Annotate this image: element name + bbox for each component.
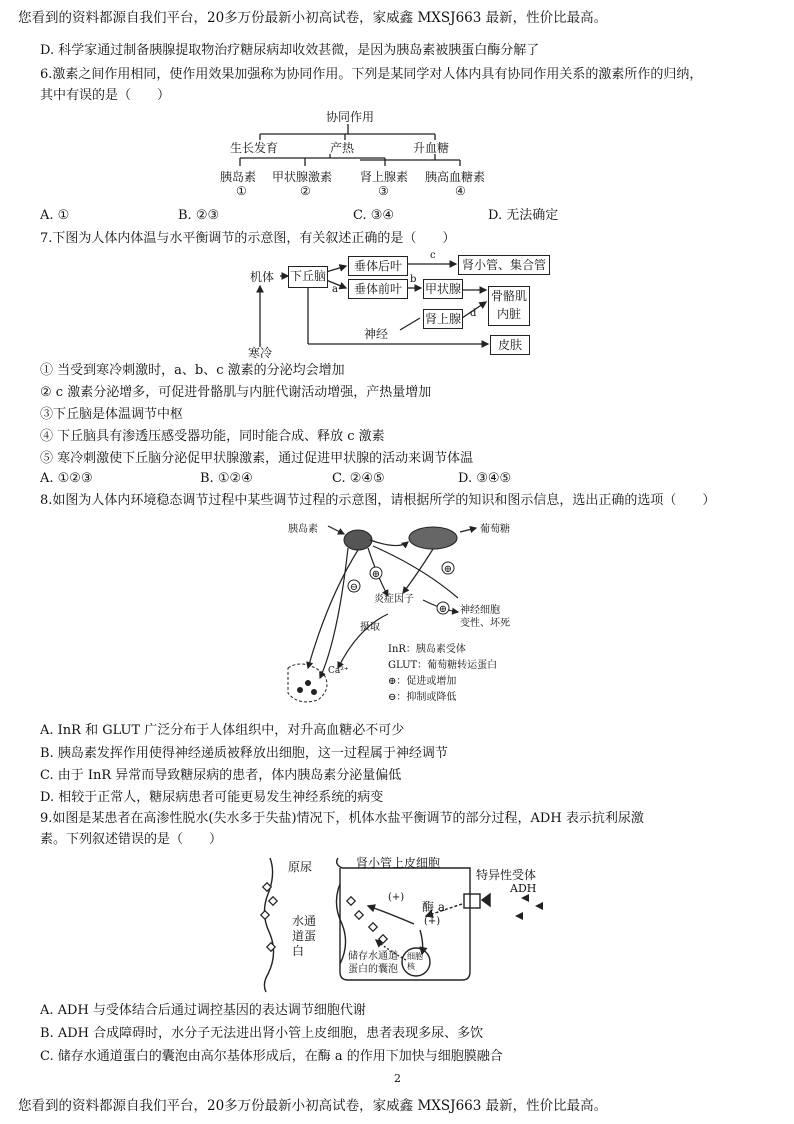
q7-label-a: a	[332, 284, 338, 295]
q9-vesicle: 储存水通道 蛋白的囊泡	[348, 951, 398, 975]
q7-statement-5: ⑤ 寒冷刺激使下丘脑分泌促甲状腺激素，通过促进甲状腺的活动来调节体温	[40, 451, 474, 466]
q9-plus-2: (+)	[424, 916, 441, 927]
q6-option-b[interactable]: B. ②③	[178, 208, 220, 223]
q9-diagram	[256, 854, 556, 994]
q8-diagram	[248, 518, 548, 708]
q7-anterior-pituitary: 垂体前叶	[348, 279, 408, 299]
q7-posterior-pituitary: 垂体后叶	[348, 256, 408, 276]
q7-statement-3: ③下丘脑是体温调节中枢	[40, 407, 184, 422]
q6-option-d[interactable]: D. 无法确定	[488, 208, 559, 223]
q6-stem-line1: 6.激素之间作用相同，使作用效果加强称为协同作用。下列是某同学对人体内具有协同作用关系的激素所作的归纳，	[40, 67, 703, 82]
q8-legend-inr: InR：胰岛素受体	[388, 644, 466, 655]
page-number: 2	[394, 1072, 401, 1085]
q7-hypothalamus: 下丘脑	[288, 266, 328, 288]
q7-option-b[interactable]: B. ①②④	[200, 471, 253, 486]
q9-stem-line2: 素。下列叙述错误的是（ ）	[40, 832, 223, 847]
q6-root: 协同作用	[326, 110, 375, 124]
q7-skin: 皮肤	[490, 335, 530, 355]
q5-option-d: D. 科学家通过制备胰腺提取物治疗糖尿病却收效甚微，是因为胰岛素被胰蛋白酶分解了	[40, 43, 540, 58]
svg-text:⊕: ⊕	[438, 604, 448, 615]
q8-option-a[interactable]: A. InR 和 GLUT 广泛分布于人体组织中，对升高血糖必不可少	[40, 723, 405, 738]
q6-leaf-thyroxine: 甲状腺激素	[272, 170, 333, 184]
q9-water-channel: 水通 道蛋 白	[292, 914, 317, 958]
svg-text:⊖: ⊖	[349, 582, 359, 593]
q9-plus-1: (+)	[388, 892, 405, 903]
q9-stem-line1: 9.如图是某患者在高渗性脱水(失水多于失盐)情况下，机体水盐平衡调节的部分过程，ADH 表示抗利尿激	[40, 811, 644, 826]
q8-neuron-death: 神经细胞 变性、坏死	[460, 605, 510, 629]
footer-ad: 您看到的资料都源自我们平台，20多万份最新小初高试卷，家威鑫 MXSJ663 最新，性价比最高。	[18, 1098, 608, 1114]
q7-statement-2: ② c 激素分泌增多，可促进骨骼肌与内脏代谢活动增强，产热量增加	[40, 385, 432, 400]
q6-num-2: ②	[300, 184, 311, 198]
q9-urine: 原尿	[288, 860, 313, 874]
q7-muscle-organs: 骨骼肌 内脏	[488, 286, 530, 326]
q7-body: 机体	[250, 270, 275, 284]
q6-mid-glucose: 升血糖	[413, 141, 450, 155]
q9-cell-title: 肾小管上皮细胞	[356, 856, 441, 870]
q9-enzyme-a: 酶 a	[422, 900, 445, 914]
q6-num-4: ④	[455, 184, 466, 198]
q7-adrenal: 肾上腺	[423, 309, 463, 329]
q7-option-d[interactable]: D. ③④⑤	[458, 471, 512, 486]
header-ad: 您看到的资料都源自我们平台，20多万份最新小初高试卷，家威鑫 MXSJ663 最新，性价比最高。	[18, 10, 608, 26]
q9-option-a[interactable]: A. ADH 与受体结合后通过调控基因的表达调节细胞代谢	[40, 1003, 366, 1018]
q8-option-b[interactable]: B. 胰岛素发挥作用使得神经递质被释放出细胞，这一过程属于神经调节	[40, 746, 448, 761]
q9-nucleus: 细胞 核	[407, 952, 423, 971]
q8-insulin: 胰岛素	[288, 524, 318, 535]
q7-diagram	[240, 252, 560, 360]
q7-thyroid: 甲状腺	[423, 279, 463, 299]
q7-statement-1: ① 当受到寒冷刺激时，a、b、c 激素的分泌均会增加	[40, 363, 345, 378]
q6-mid-heat: 产热	[330, 141, 355, 155]
q7-option-a[interactable]: A. ①②③	[40, 471, 93, 486]
q8-uptake: 摄取	[360, 622, 380, 633]
q8-option-c[interactable]: C. 由于 InR 异常而导致糖尿病的患者，体内胰岛素分泌量偏低	[40, 768, 402, 783]
q8-inflammation: 炎症因子	[374, 594, 414, 605]
q6-leaf-glucagon: 胰高血糖素	[425, 170, 486, 184]
q9-adh: ADH	[510, 882, 537, 895]
q7-label-b: b	[410, 274, 417, 285]
q8-stem: 8.如图为人体内环境稳态调节过程中某些调节过程的示意图，请根据所学的知识和图示信息，选出正确的选项（ ）	[40, 493, 716, 508]
q6-diagram	[210, 106, 490, 206]
q9-receptor: 特异性受体	[476, 868, 537, 882]
q6-mid-growth: 生长发育	[230, 141, 279, 155]
q7-label-c: c	[430, 250, 436, 261]
q7-label-d: d	[470, 308, 477, 319]
q6-leaf-adrenaline: 肾上腺素	[360, 170, 409, 184]
q8-option-d[interactable]: D. 相较于正常人，糖尿病患者可能更易发生神经系统的病变	[40, 790, 384, 805]
q7-nerve: 神经	[364, 327, 389, 341]
svg-text:⊕: ⊕	[443, 564, 453, 575]
q6-option-c[interactable]: C. ③④	[353, 208, 395, 223]
q8-legend-glut: GLUT：葡萄糖转运蛋白	[388, 660, 498, 671]
q8-calcium: Ca²⁺	[328, 666, 349, 676]
q6-num-1: ①	[236, 184, 247, 198]
q6-leaf-insulin: 胰岛素	[220, 170, 257, 184]
q7-option-c[interactable]: C. ②④⑤	[332, 471, 385, 486]
q8-legend-promote: ⊕：促进或增加	[388, 676, 457, 687]
q7-stem: 7.下图为人体内体温与水平衡调节的示意图，有关叙述正确的是（ ）	[40, 231, 456, 246]
q9-option-c[interactable]: C. 储存水通道蛋白的囊泡由高尔基体形成后，在酶 a 的作用下加快与细胞膜融合	[40, 1049, 503, 1064]
svg-text:⊕: ⊕	[371, 569, 381, 580]
q6-num-3: ③	[378, 184, 389, 198]
q6-stem-line2: 其中有误的是（ ）	[40, 88, 171, 103]
q7-kidney-tubule: 肾小管、集合管	[458, 255, 550, 275]
q9-option-b[interactable]: B. ADH 合成障碍时，水分子无法进出肾小管上皮细胞，患者表现多尿、多饮	[40, 1026, 484, 1041]
q7-statement-4: ④ 下丘脑具有渗透压感受器功能，同时能合成、释放 c 激素	[40, 429, 385, 444]
q8-legend-inhibit: ⊖：抑制或降低	[388, 692, 457, 703]
q6-option-a[interactable]: A. ①	[40, 208, 70, 223]
q8-glucose: 葡萄糖	[480, 524, 510, 535]
q7-cold: 寒冷	[248, 346, 273, 360]
